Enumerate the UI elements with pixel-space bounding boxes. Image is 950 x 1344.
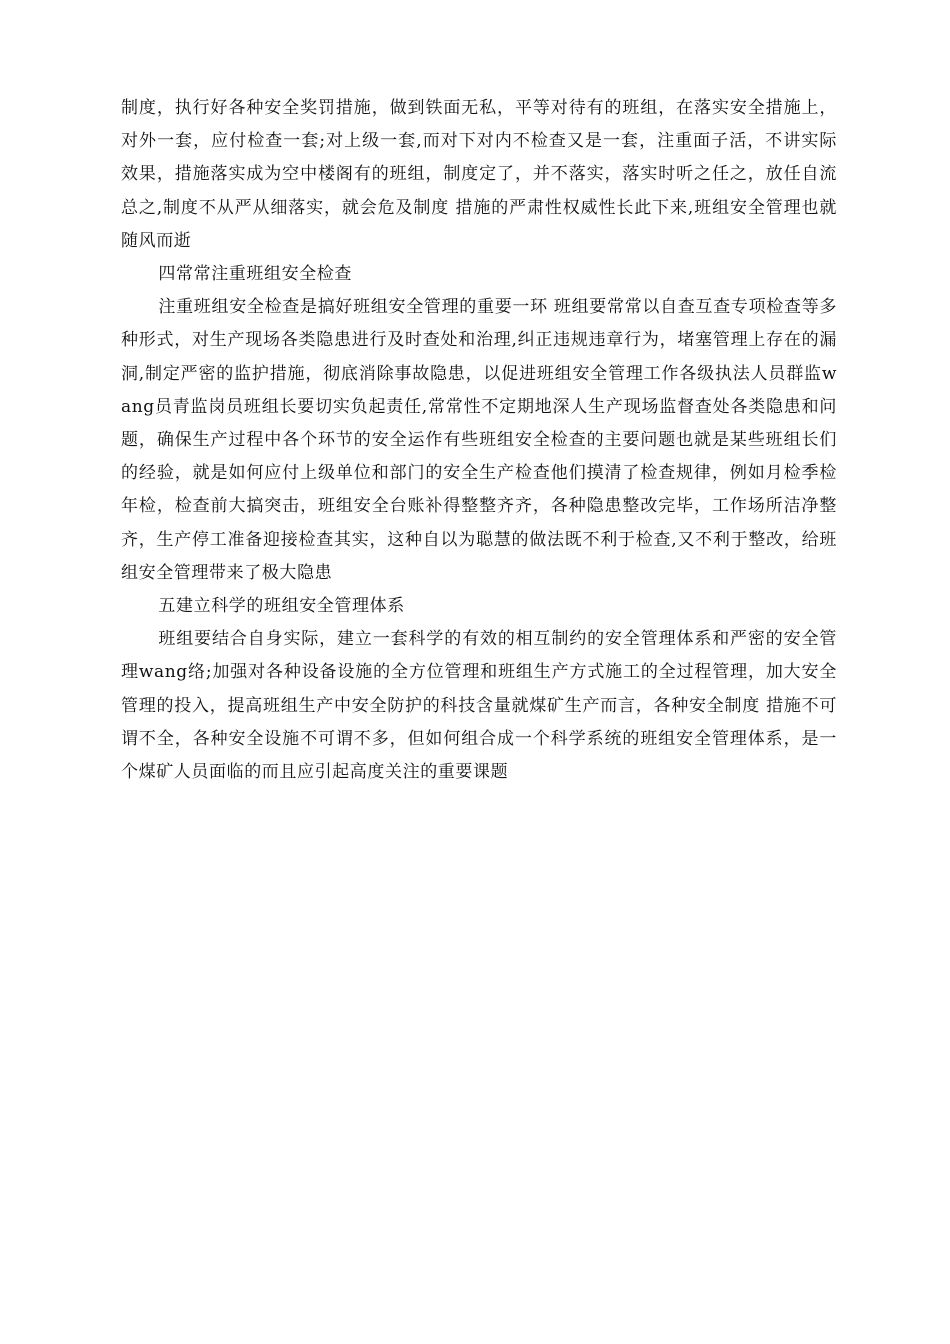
section-heading-management-system: 五建立科学的班组安全管理体系 <box>158 596 405 617</box>
paragraph-safety-inspection: 注重班组安全检查是搞好班组安全管理的重要一环 班组要常常以自查互查专项检查等多种形式，对生产现场各类隐患进行及时查处和治理,纠正违规违章行为，堵塞管理上存在的漏洞,制定严密的监护措施，彻底消除事故隐患，以促进班组安全管理工作各级执法人员群监wang员青监岗员班组长要切实负起责任,常常性不定期地深人生产现场监督查处各类隐患和问题，确保生产过程中各个环节的安全运作有些班组安全检查的主要问题也就是某些班组长们的经验，就是如何应付上级单位和部门的安全生产检查他们摸清了检查规律，例如月检季检年检，检查前大搞突击，班组安全台账补得整整齐齐，各种隐患整改完毕，工作场所洁净整齐，生产停工准备迎接检查其实，这种自以为聪慧的做法既不利于检查,又不利于整改，给班组安全管理带来了极大隐患 <box>121 297 837 583</box>
document-body <box>121 92 837 789</box>
paragraph-system-enforcement: 制度，执行好各种安全奖罚措施，做到铁面无私，平等对待有的班组，在落实安全措施上，对外一套，应付检查一套;对上级一套,而对下对内不检查又是一套，注重面子活，不讲实际效果，措施落实成为空中楼阁有的班组，制度定了，并不落实，落实时听之任之，放任自流总之,制度不从严从细落实，就会危及制度 措施的严肃性权威性长此下来,班组安全管理也就随风而逝 <box>121 98 837 251</box>
section-heading-safety-inspection: 四常常注重班组安全检查 <box>158 264 352 285</box>
paragraph-management-system: 班组要结合自身实际，建立一套科学的有效的相互制约的安全管理体系和严密的安全管理wang络;加强对各种设备设施的全方位管理和班组生产方式施工的全过程管理，加大安全管理的投入，提高班组生产中安全防护的科技含量就煤矿生产而言，各种安全制度 措施不可谓不全，各种安全设施不可谓不多，但如何组合成一个科学系统的班组安全管理体系，是一个煤矿人员面临的而且应引起高度关注的重要课题 <box>121 629 837 783</box>
